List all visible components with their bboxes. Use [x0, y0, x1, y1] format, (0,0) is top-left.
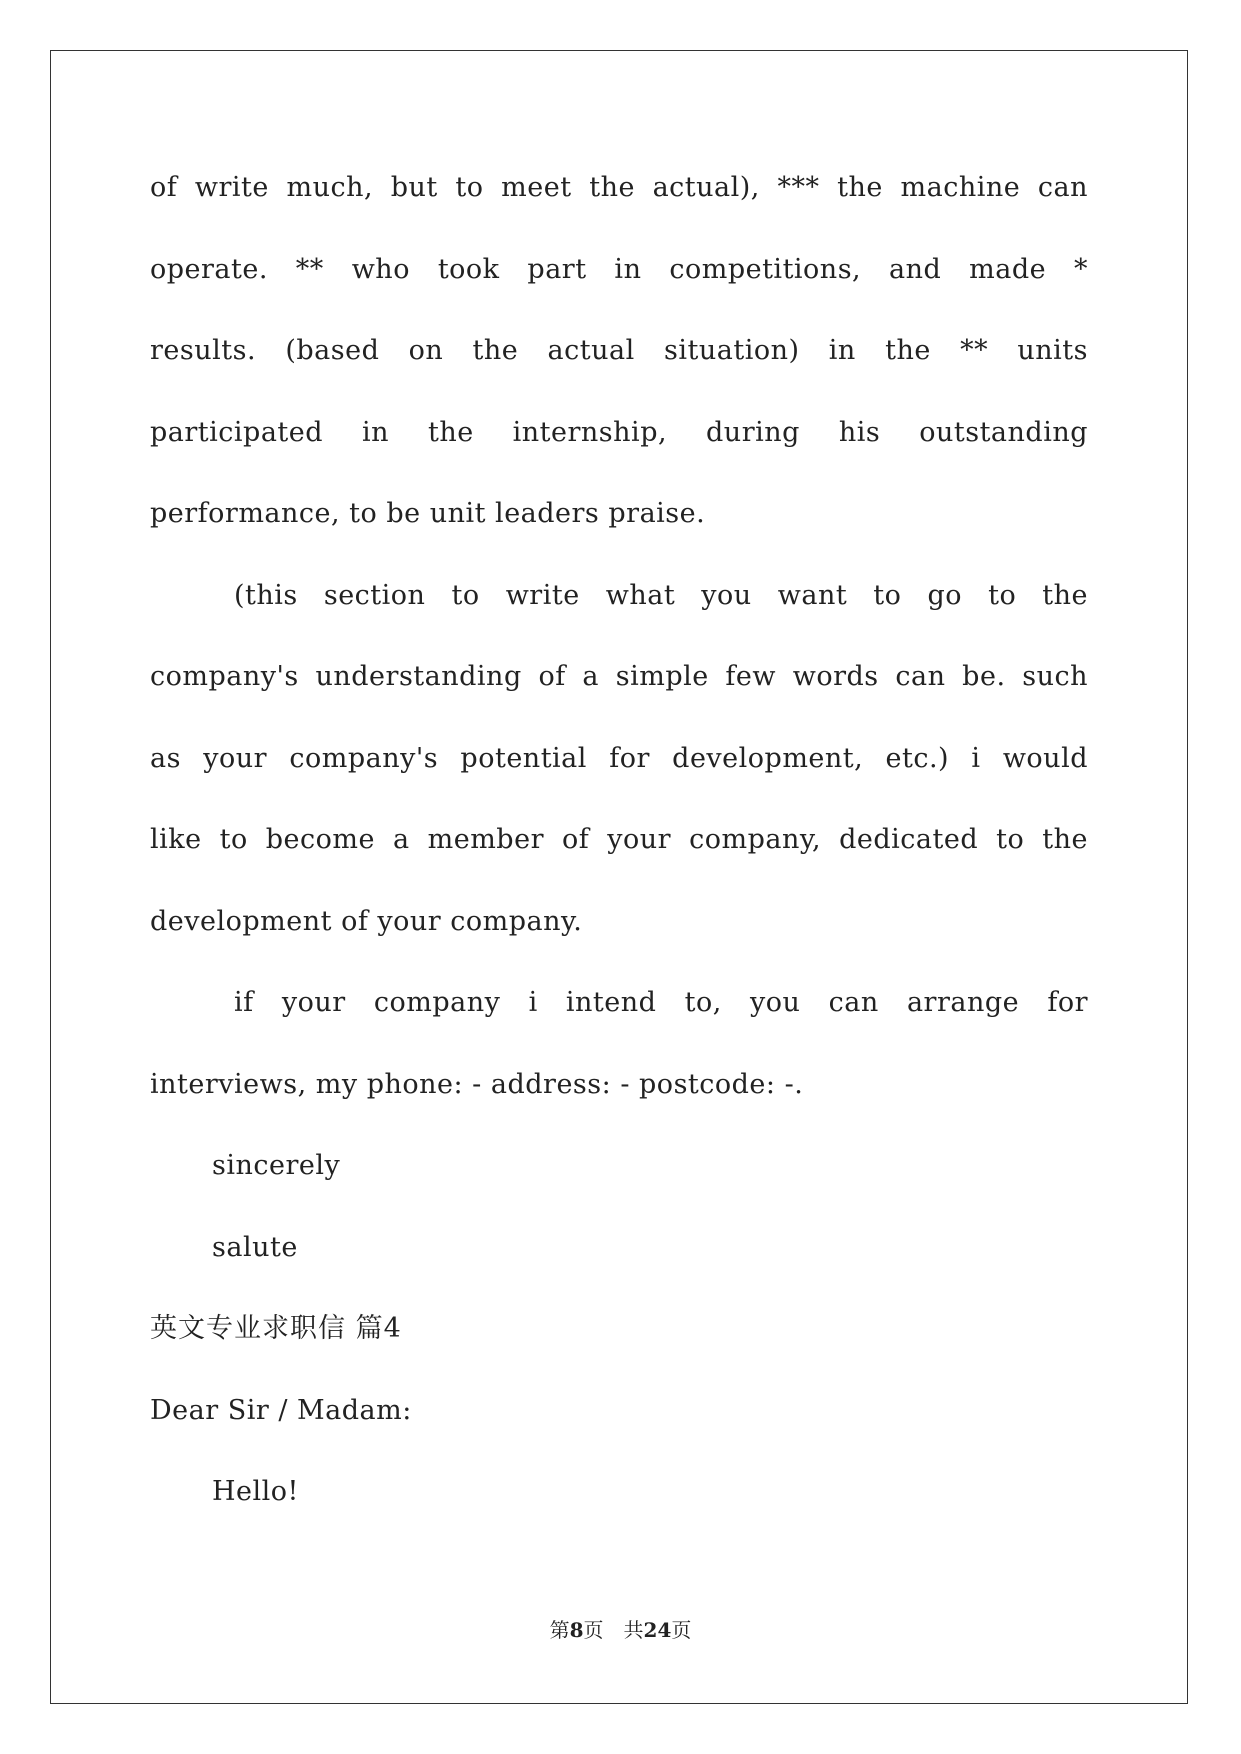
footer-mid: 页 共	[583, 1618, 644, 1642]
text-line: (this section to write what you want to go to the	[234, 579, 1088, 611]
text-line: if your company i intend to, you can arrange for	[234, 987, 1088, 1018]
current-page-number: 8	[569, 1618, 584, 1642]
section-heading: 英文专业求职信 篇4	[150, 1313, 402, 1344]
total-pages-number: 24	[643, 1618, 672, 1642]
text-line: development of your company.	[150, 905, 583, 937]
text-line: participated in the internship, during his outstanding	[150, 416, 1088, 448]
text-line: company's understanding of a simple few words can be. such	[150, 661, 1088, 692]
footer-suffix: 页	[671, 1618, 692, 1642]
closing-sincerely: sincerely	[212, 1150, 341, 1181]
text-line: results. (based on the actual situation) in the ** units	[150, 335, 1088, 366]
document-body	[150, 160, 1088, 1546]
closing-salute: salute	[212, 1231, 298, 1263]
greeting: Dear Sir / Madam:	[150, 1394, 412, 1426]
text-line: of write much, but to meet the actual), *** the machine can	[150, 172, 1088, 203]
text-line: as your company's potential for development, etc.) i would	[150, 742, 1088, 774]
hello-line: Hello!	[212, 1476, 299, 1507]
text-line: interviews, my phone: - address: - postcode: -.	[150, 1068, 804, 1100]
page-footer	[0, 1614, 1241, 1643]
text-line: performance, to be unit leaders praise.	[150, 498, 706, 529]
footer-prefix: 第	[549, 1618, 570, 1642]
text-line: operate. ** who took part in competitions, and made *	[150, 253, 1088, 285]
text-line: like to become a member of your company, dedicated to the	[150, 824, 1088, 855]
